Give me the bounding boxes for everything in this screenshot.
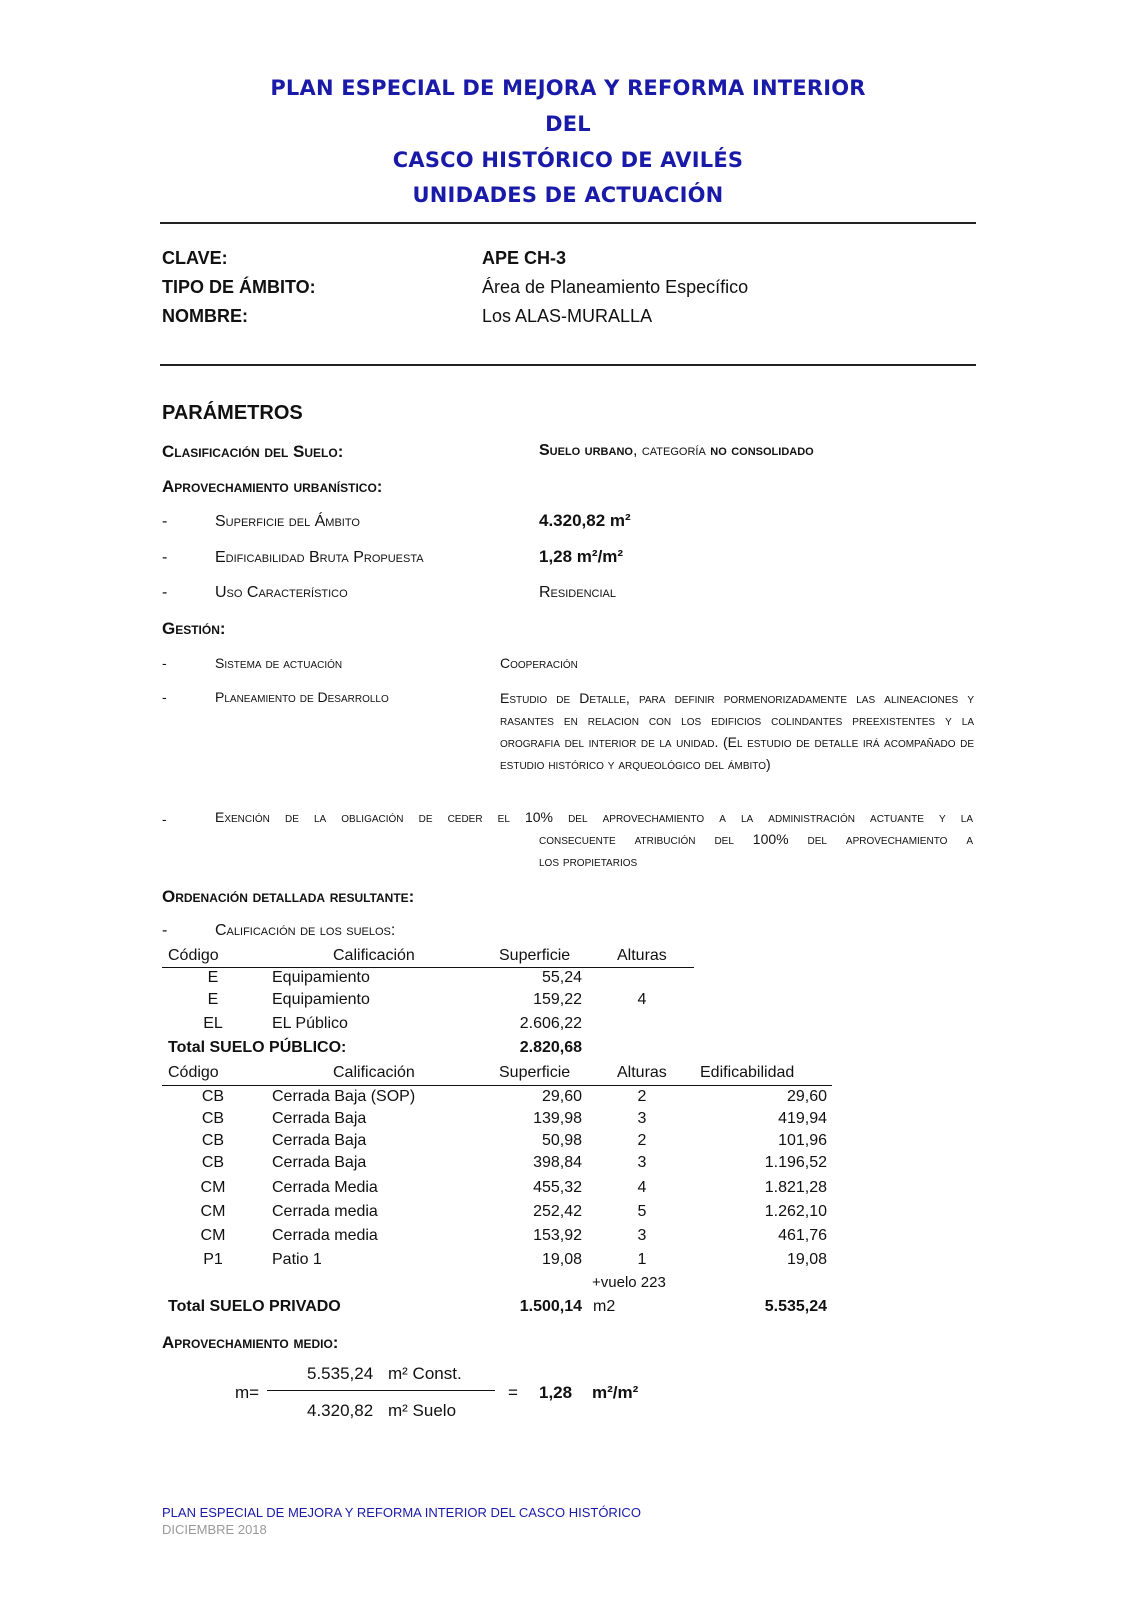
publico-header-codigo: Código <box>168 947 219 964</box>
publico-row-2-alturas: 4 <box>637 991 647 1008</box>
privado-row-1-alturas: 2 <box>637 1088 647 1105</box>
numerator-value: 5.535,24 <box>307 1364 374 1383</box>
privado-row-6-superficie: 252,42 <box>533 1203 582 1220</box>
privado-row-4-alturas: 3 <box>637 1154 647 1171</box>
privado-row-2-calificacion: Cerrada Baja <box>272 1110 367 1127</box>
sistema-actuacion-label: Sistema de actuación <box>215 655 343 671</box>
nombre-value: Los ALAS-MURALLA <box>482 306 653 326</box>
superficie-ambito-value: 4.320,82 m² <box>539 511 631 530</box>
privado-row-2-superficie: 139,98 <box>533 1110 582 1127</box>
planeamiento-desarrollo-value: Estudio de Detalle, para definir pormenorizadamente las alineaciones y rasantes en relacion con los edificios colindantes preexistentes y la orografia del interior de la unidad. (El estudio de detalle irá acompañado de estudio histórico y arqueológico del ámbito) <box>500 690 974 772</box>
privado-row-6-codigo: CM <box>200 1203 226 1220</box>
footer-date: DICIEMBRE 2018 <box>162 1522 267 1537</box>
privado-row-5-calificacion: Cerrada Media <box>272 1179 378 1196</box>
title-line-3: CASCO HISTÓRICO DE AVILÉS <box>392 148 744 172</box>
clasificacion-value-part3: no consolidado <box>710 442 814 459</box>
planeamiento-desarrollo-label: Planeamiento de Desarrollo <box>215 689 389 705</box>
exencion-line-3: los propietarios <box>539 853 638 869</box>
privado-row-3-calificacion: Cerrada Baja <box>272 1132 367 1149</box>
privado-row-2-codigo: CB <box>201 1110 225 1127</box>
exencion-line-1: Exención de la obligación de ceder el 10% del aprovechamiento a la administración actuante y la <box>215 809 973 825</box>
privado-header-rule <box>162 1085 832 1086</box>
exencion-line-2: consecuente atribución del 100% del aprovechamiento a <box>539 831 973 847</box>
total-publico-label: Total SUELO PÚBLICO: <box>168 1039 347 1056</box>
denominator-value: 4.320,82 <box>307 1401 374 1420</box>
bullet-planeamiento: - <box>162 689 167 705</box>
ordenacion-label: Ordenación detallada resultante: <box>162 887 415 906</box>
privado-row-7-alturas: 3 <box>637 1227 647 1244</box>
privado-row-3-superficie: 50,98 <box>541 1132 582 1149</box>
aprovechamiento-urbanistico-label: Aprovechamiento urbanístico: <box>162 477 383 496</box>
publico-row-2-codigo: E <box>207 991 219 1008</box>
superficie-ambito-label: Superficie del Ámbito <box>215 513 360 530</box>
publico-row-1-calificacion: Equipamiento <box>272 969 370 986</box>
header-divider-bottom <box>160 364 976 366</box>
denominator-unit: m² Suelo <box>388 1401 457 1420</box>
bullet-superficie: - <box>162 513 168 530</box>
fraction-bar <box>267 1390 495 1391</box>
bullet-exencion: - <box>162 811 167 827</box>
privado-row-5-codigo: CM <box>200 1179 226 1196</box>
privado-row-5-superficie: 455,32 <box>533 1179 582 1196</box>
publico-row-3-codigo: EL <box>203 1015 223 1032</box>
privado-header-superficie: Superficie <box>499 1064 571 1081</box>
publico-header-calificacion: Calificación <box>333 947 415 964</box>
bullet-uso: - <box>162 584 168 601</box>
privado-header-alturas: Alturas <box>617 1064 667 1081</box>
m-label: m= <box>235 1383 260 1402</box>
publico-row-2-calificacion: Equipamiento <box>272 991 370 1008</box>
aprovechamiento-medio-label: Aprovechamiento medio: <box>162 1333 339 1352</box>
privado-row-6-alturas: 5 <box>637 1203 647 1220</box>
total-publico-value: 2.820,68 <box>519 1039 582 1056</box>
aprovechamiento-result: 1,28 <box>539 1383 573 1402</box>
privado-header-edificabilidad: Edificabilidad <box>700 1064 795 1081</box>
vuelo-note: +vuelo 223 <box>592 1274 666 1291</box>
privado-row-2-alturas: 3 <box>637 1110 647 1127</box>
publico-header-rule <box>162 967 694 968</box>
privado-row-8-codigo: P1 <box>203 1251 223 1268</box>
privado-row-4-calificacion: Cerrada Baja <box>272 1154 367 1171</box>
privado-row-4-edificabilidad: 1.196,52 <box>764 1154 827 1171</box>
aprovechamiento-result-unit: m²/m² <box>592 1383 639 1402</box>
sistema-actuacion-value: Cooperación <box>500 655 578 671</box>
title-line-4: UNIDADES DE ACTUACIÓN <box>412 183 724 207</box>
privado-row-7-codigo: CM <box>200 1227 226 1244</box>
total-privado-label: Total SUELO PRIVADO <box>168 1298 341 1315</box>
calificacion-suelos-label: Calificación de los suelos: <box>215 922 396 939</box>
privado-row-1-calificacion: Cerrada Baja (SOP) <box>272 1088 416 1105</box>
publico-header-alturas: Alturas <box>617 947 667 964</box>
privado-row-4-superficie: 398,84 <box>533 1154 582 1171</box>
privado-row-5-alturas: 4 <box>637 1179 647 1196</box>
privado-row-7-superficie: 153,92 <box>533 1227 582 1244</box>
privado-row-2-edificabilidad: 419,94 <box>778 1110 827 1127</box>
total-privado-value: 1.500,14 <box>519 1298 582 1315</box>
equals-sign: = <box>508 1383 518 1402</box>
privado-row-5-edificabilidad: 1.821,28 <box>764 1179 827 1196</box>
publico-header-superficie: Superficie <box>499 947 571 964</box>
bullet-edificabilidad: - <box>162 549 168 566</box>
privado-row-6-calificacion: Cerrada media <box>272 1203 378 1220</box>
tipo-ambito-value: Área de Planeamiento Específico <box>482 277 749 297</box>
clasificacion-value-part1: Suelo urbano <box>539 442 633 459</box>
total-privado-edificabilidad: 5.535,24 <box>764 1298 827 1315</box>
privado-row-3-alturas: 2 <box>637 1132 647 1149</box>
footer-title: PLAN ESPECIAL DE MEJORA Y REFORMA INTERIOR DEL CASCO HISTÓRICO <box>162 1505 641 1520</box>
privado-row-7-edificabilidad: 461,76 <box>778 1227 827 1244</box>
bullet-calificacion: - <box>162 922 168 939</box>
parametros-heading: PARÁMETROS <box>162 402 303 424</box>
privado-row-8-superficie: 19,08 <box>541 1251 582 1268</box>
privado-row-3-edificabilidad: 101,96 <box>778 1132 827 1149</box>
clave-label: CLAVE: <box>162 248 228 268</box>
privado-row-8-alturas: 1 <box>637 1251 647 1268</box>
title-line-1: PLAN ESPECIAL DE MEJORA Y REFORMA INTERIOR <box>270 76 866 100</box>
privado-row-4-codigo: CB <box>201 1154 225 1171</box>
uso-caracteristico-label: Uso Característico <box>215 584 348 601</box>
privado-header-codigo: Código <box>168 1064 219 1081</box>
privado-row-3-codigo: CB <box>201 1132 225 1149</box>
uso-caracteristico-value: Residencial <box>539 584 616 601</box>
privado-row-7-calificacion: Cerrada media <box>272 1227 378 1244</box>
publico-row-1-superficie: 55,24 <box>541 969 582 986</box>
publico-row-3-calificacion: EL Público <box>272 1015 348 1032</box>
clave-value: APE CH-3 <box>482 248 567 268</box>
header-divider-top <box>160 222 976 224</box>
edificabilidad-value: 1,28 m²/m² <box>539 547 624 566</box>
nombre-label: NOMBRE: <box>162 306 248 326</box>
publico-row-1-codigo: E <box>207 969 219 986</box>
edificabilidad-label: Edificabilidad Bruta Propuesta <box>215 549 424 566</box>
publico-row-2-superficie: 159,22 <box>533 991 582 1008</box>
total-privado-unit: m2 <box>593 1298 616 1315</box>
numerator-unit: m² Const. <box>388 1364 462 1383</box>
privado-header-calificacion: Calificación <box>333 1064 415 1081</box>
privado-row-1-codigo: CB <box>201 1088 225 1105</box>
title-line-2: DEL <box>545 112 591 136</box>
privado-row-1-superficie: 29,60 <box>541 1088 582 1105</box>
bullet-sistema: - <box>162 655 167 671</box>
clasificacion-value <box>539 442 814 460</box>
clasificacion-label: Clasificación del Suelo: <box>162 442 344 461</box>
tipo-ambito-label: TIPO DE ÁMBITO: <box>162 277 316 297</box>
publico-row-3-superficie: 2.606,22 <box>519 1015 582 1032</box>
clasificacion-value-part2: , categoría <box>632 442 711 459</box>
privado-row-6-edificabilidad: 1.262,10 <box>764 1203 827 1220</box>
privado-row-8-edificabilidad: 19,08 <box>786 1251 827 1268</box>
privado-row-8-calificacion: Patio 1 <box>272 1251 322 1268</box>
gestion-label: Gestión: <box>162 619 226 638</box>
privado-row-1-edificabilidad: 29,60 <box>786 1088 827 1105</box>
